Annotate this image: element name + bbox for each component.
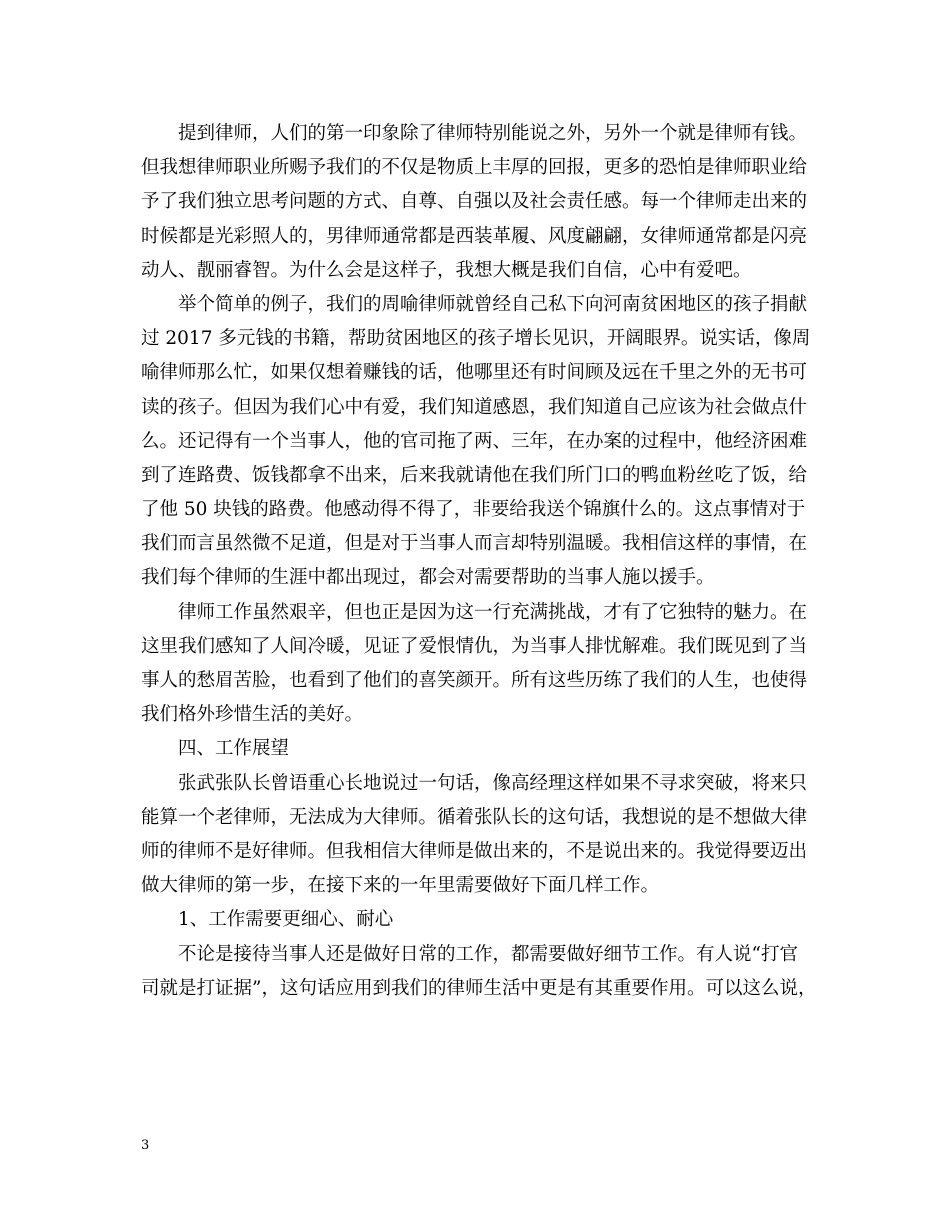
text-line: 事人的愁眉苦脸，也看到了他们的喜笑颜开。所有这些历练了我们的人生，也使得 xyxy=(141,670,808,691)
text-line: 律师工作虽然艰辛，但也正是因为这一行充满挑战，才有了它独特的魅力。在 xyxy=(178,601,808,623)
text-line: 这里我们感知了人间冷暖，见证了爱恨情仇，为当事人排忧解难。我们既见到了当 xyxy=(141,635,808,657)
text-line: 张武张队长曾语重心长地说过一句话，像高经理这样如果不寻求突破，将来只 xyxy=(178,772,808,794)
text-line: 能算一个老律师，无法成为大律师。循着张队长的这句话，我想说的是不想做大律 xyxy=(141,806,808,828)
text-line: 不论是接待当事人还是做好日常的工作，都需要做好细节工作。有人说“打官 xyxy=(178,943,798,965)
text-line: 四、工作展望 xyxy=(178,738,290,760)
text-line: 喻律师那么忙，如果仅想着赚钱的话，他哪里还有时间顾及远在千里之外的无书可 xyxy=(141,362,808,384)
text-line: 时候都是光彩照人的，男律师通常都是西装革履、风度翩翩，女律师通常都是闪亮 xyxy=(141,225,808,247)
page-number: 3 xyxy=(141,1138,150,1153)
text-line: 但我想律师职业所赐予我们的不仅是物质上丰厚的回报，更多的恐怕是律师职业给 xyxy=(141,157,808,179)
text-line: 读的孩子。但因为我们心中有爱，我们知道感恩，我们知道自己应该为社会做点什 xyxy=(141,396,808,418)
text-line: 动人、靓丽睿智。为什么会是这样子，我想大概是我们自信，心中有爱吧。 xyxy=(141,259,752,281)
body-text xyxy=(141,117,831,1006)
text-line: 举个简单的例子，我们的周喻律师就曾经自己私下向河南贫困地区的孩子捐献 xyxy=(178,293,808,315)
text-line: 提到律师，人们的第一印象除了律师特别能说之外，另外一个就是律师有钱。 xyxy=(178,123,808,144)
text-line: 我们格外珍惜生活的美好。 xyxy=(141,704,364,726)
text-line: 我们每个律师的生涯中都出现过，都会对需要帮助的当事人施以援手。 xyxy=(141,567,715,589)
text-line: 我们而言虽然微不足道，但是对于当事人而言却特别温暖。我相信这样的事情，在 xyxy=(141,533,808,555)
text-line: 了他 50 块钱的路费。他感动得不得了，非要给我送个锦旗什么的。这点事情对于 xyxy=(141,499,806,521)
text-line: 过 2017 多元钱的书籍，帮助贫困地区的孩子增长见识，开阔眼界。说实话，像周 xyxy=(141,328,811,350)
text-line: 1、工作需要更细心、耐心 xyxy=(178,909,394,931)
text-line: 师的律师不是好律师。但我相信大律师是做出来的，不是说出来的。我觉得要迈出 xyxy=(141,840,808,862)
text-line: 么。还记得有一个当事人，他的官司拖了两、三年，在办案的过程中，他经济困难 xyxy=(141,430,808,452)
text-line: 做大律师的第一步，在接下来的一年里需要做好下面几样工作。 xyxy=(141,875,660,897)
text-line: 到了连路费、饭钱都拿不出来，后来我就请他在我们所门口的鸭血粉丝吃了饭，给 xyxy=(141,464,808,486)
text-line: 予了我们独立思考问题的方式、自尊、自强以及社会责任感。每一个律师走出来的 xyxy=(141,191,808,213)
text-line: 司就是打证据”，这句话应用到我们的律师生活中更是有其重要作用。可以这么说， xyxy=(141,977,817,999)
